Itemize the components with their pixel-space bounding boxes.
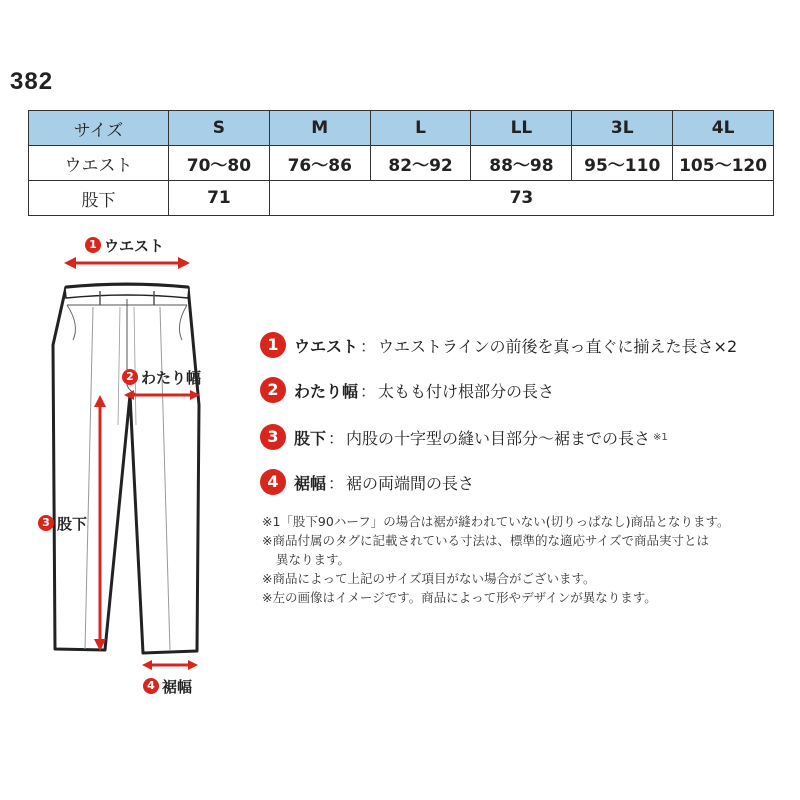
waist-ll: 88〜98 bbox=[471, 146, 572, 181]
legend-name: 裾幅 bbox=[294, 473, 327, 493]
waist-row-label: ウエスト bbox=[29, 146, 169, 181]
footnote-2-continued: 異なります。 bbox=[276, 552, 351, 567]
legend-name: 股下 bbox=[294, 428, 327, 448]
waist-l: 82〜92 bbox=[370, 146, 471, 181]
legend-item-thigh bbox=[260, 375, 554, 405]
footnote-3: ※商品によって上記のサイズ項目がない場合がございます。 bbox=[262, 571, 596, 586]
inseam-diagram-label: 股下 bbox=[57, 515, 88, 533]
legend-item-inseam bbox=[260, 422, 668, 452]
legend-separator: ： bbox=[360, 336, 377, 356]
legend-separator: ： bbox=[328, 428, 345, 448]
inseam-row-label: 股下 bbox=[29, 181, 169, 216]
pants-illustration bbox=[0, 225, 250, 705]
legend-separator: ： bbox=[328, 473, 345, 493]
size-header-m: M bbox=[269, 111, 370, 146]
legend-item-waist bbox=[260, 330, 737, 360]
size-header-row bbox=[29, 111, 774, 146]
footnotes bbox=[262, 512, 782, 607]
legend-item-hem bbox=[260, 467, 474, 497]
waist-m: 76〜86 bbox=[269, 146, 370, 181]
waist-3l: 95〜110 bbox=[572, 146, 673, 181]
size-header-s: S bbox=[169, 111, 270, 146]
inseam-m-to-4l: 73 bbox=[269, 181, 773, 216]
thigh-diagram-label: わたり幅 bbox=[141, 369, 202, 387]
size-table bbox=[28, 110, 774, 216]
waist-row bbox=[29, 146, 774, 181]
size-header-l: L bbox=[370, 111, 471, 146]
hem-diagram-label: 裾幅 bbox=[162, 678, 193, 696]
waist-s: 70〜80 bbox=[169, 146, 270, 181]
waist-badge: 1 bbox=[85, 237, 101, 253]
footnote-1: ※1「股下90ハーフ」の場合は裾が縫われていない(切りっぱなし)商品となります。 bbox=[262, 514, 730, 529]
size-header-4l: 4L bbox=[673, 111, 774, 146]
size-header-label: サイズ bbox=[29, 111, 169, 146]
waist-diagram-label: ウエスト bbox=[104, 237, 165, 255]
legend-description: 太もも付け根部分の長さ bbox=[378, 381, 555, 401]
inseam-row bbox=[29, 181, 774, 216]
legend-description: ウエストラインの前後を真っ直ぐに揃えた長さ×2 bbox=[378, 336, 738, 356]
waist-4l: 105〜120 bbox=[673, 146, 774, 181]
legend-description: 内股の十字型の縫い目部分〜裾までの長さ bbox=[346, 428, 651, 448]
legend-description: 裾の両端間の長さ bbox=[346, 473, 475, 493]
legend-name: わたり幅 bbox=[294, 381, 359, 401]
pants-diagram bbox=[0, 225, 250, 705]
legend-badge: 3 bbox=[260, 424, 286, 450]
footnote-4: ※左の画像はイメージです。商品によって形やデザインが異なります。 bbox=[262, 590, 657, 605]
legend-badge: 1 bbox=[260, 332, 286, 358]
legend-badge: 2 bbox=[260, 377, 286, 403]
thigh-badge: 2 bbox=[122, 369, 138, 385]
size-header-ll: LL bbox=[471, 111, 572, 146]
footnote-2: ※商品付属のタグに記載されている寸法は、標準的な適応サイズで商品実寸とは bbox=[262, 533, 709, 548]
legend-name: ウエスト bbox=[294, 336, 359, 356]
hem-badge: 4 bbox=[143, 678, 159, 694]
legend-footnote-mark: ※1 bbox=[653, 431, 668, 443]
inseam-badge: 3 bbox=[38, 515, 54, 531]
model-number: 382 bbox=[10, 68, 54, 95]
size-header-3l: 3L bbox=[572, 111, 673, 146]
legend-badge: 4 bbox=[260, 469, 286, 495]
legend-separator: ： bbox=[360, 381, 377, 401]
inseam-s: 71 bbox=[169, 181, 270, 216]
